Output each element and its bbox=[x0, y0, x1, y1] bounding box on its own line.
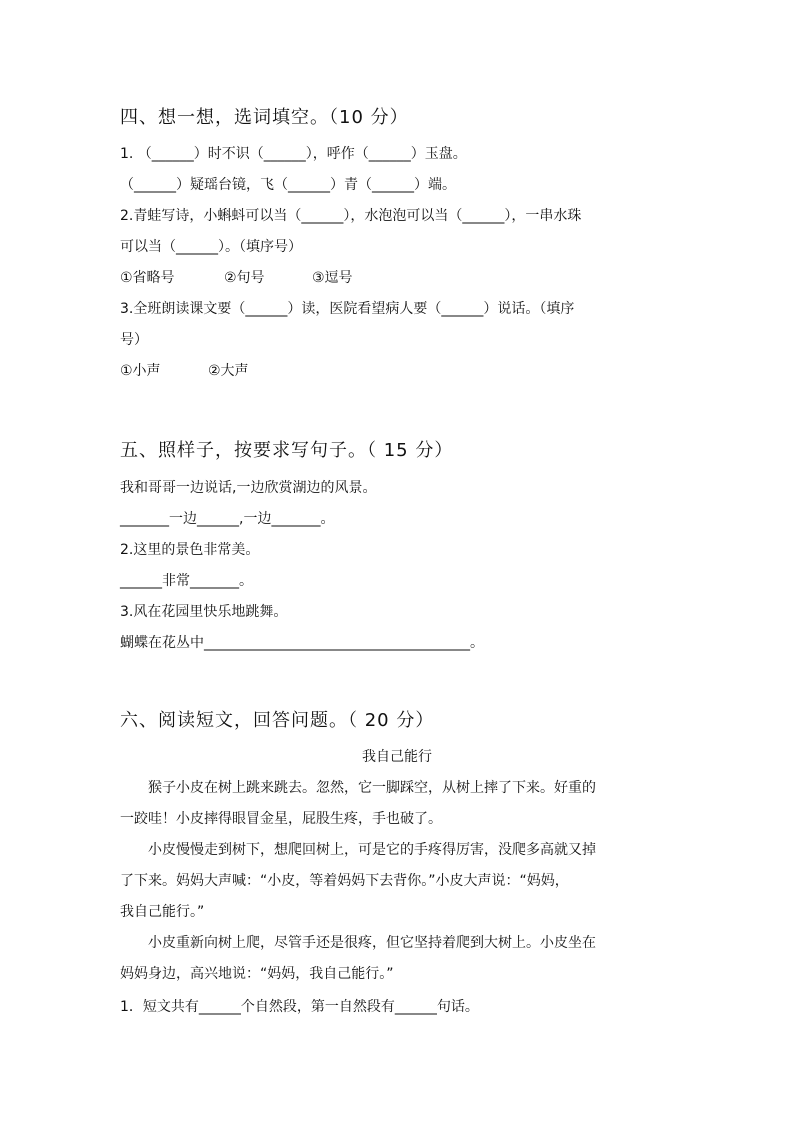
s4-q3-line2: 号） bbox=[120, 332, 148, 348]
s4-q2-line2: 可以当（______）。（填序号） bbox=[120, 239, 302, 255]
story-p2-line2: 了下来。妈妈大声喊：“小皮，等着妈妈下去背你。”小皮大声说：“妈妈， bbox=[120, 873, 569, 889]
s4-q1-line2: （______）疑瑶台镜，飞（______）青（______）端。 bbox=[120, 177, 456, 193]
story-p3-line1: 小皮重新向树上爬，尽管手还是很疼，但它坚持着爬到大树上。小皮坐在 bbox=[148, 935, 596, 951]
story-p1-line2: 一跤哇！小皮摔得眼冒金星，屁股生疼，手也破了。 bbox=[120, 811, 442, 827]
s4-q2-line1: 2.青蛙写诗，小蝌蚪可以当（______），水泡泡可以当（______），一串水珠 bbox=[120, 208, 582, 224]
option: ②大声 bbox=[208, 363, 249, 379]
s6-question-1: 1．短文共有______个自然段，第一自然段有______句话。 bbox=[120, 999, 479, 1015]
story-p2-line1: 小皮慢慢走到树下，想爬回树上，可是它的手疼得厉害，没爬多高就又掉 bbox=[148, 842, 596, 858]
s5-example-2: 2.这里的景色非常美。 bbox=[120, 542, 260, 558]
s5-answer-3: 蝴蝶在花丛中______________________________________。 bbox=[120, 635, 484, 651]
section-5-title: 五、照样子，按要求写句子。（ 15 分） bbox=[120, 440, 454, 461]
section-4-title: 四、想一想，选词填空。（10 分） bbox=[120, 107, 409, 128]
story-p3-line2: 妈妈身边，高兴地说：“妈妈，我自己能行。” bbox=[120, 966, 394, 982]
story-p2-line3: 我自己能行。” bbox=[120, 904, 205, 920]
s5-answer-1: _______一边______,一边_______。 bbox=[120, 511, 335, 527]
s5-example-3: 3.风在花园里快乐地跳舞。 bbox=[120, 604, 288, 620]
s5-answer-2: ______非常_______。 bbox=[120, 573, 253, 589]
s4-q3-line1: 3.全班朗读课文要（______）读，医院看望病人要（______）说话。（填序 bbox=[120, 301, 575, 317]
section-6-title: 六、阅读短文，回答问题。（ 20 分） bbox=[120, 710, 435, 731]
s4-q1-line1: 1. （______）时不识（______），呼作（______）玉盘。 bbox=[120, 146, 467, 162]
story-p1-line1: 猴子小皮在树上跳来跳去。忽然，它一脚踩空，从树上摔了下来。好重的 bbox=[148, 780, 596, 796]
option: ①小声 bbox=[120, 363, 161, 379]
option: ①省略号 bbox=[120, 270, 175, 286]
option: ②句号 bbox=[224, 270, 265, 286]
s4-q3-options bbox=[120, 361, 249, 381]
story-title: 我自己能行 bbox=[362, 749, 432, 765]
option: ③逗号 bbox=[312, 270, 353, 286]
s5-example-1: 我和哥哥一边说话,一边欣赏湖边的风景。 bbox=[120, 480, 377, 496]
s4-q2-options bbox=[120, 268, 353, 288]
